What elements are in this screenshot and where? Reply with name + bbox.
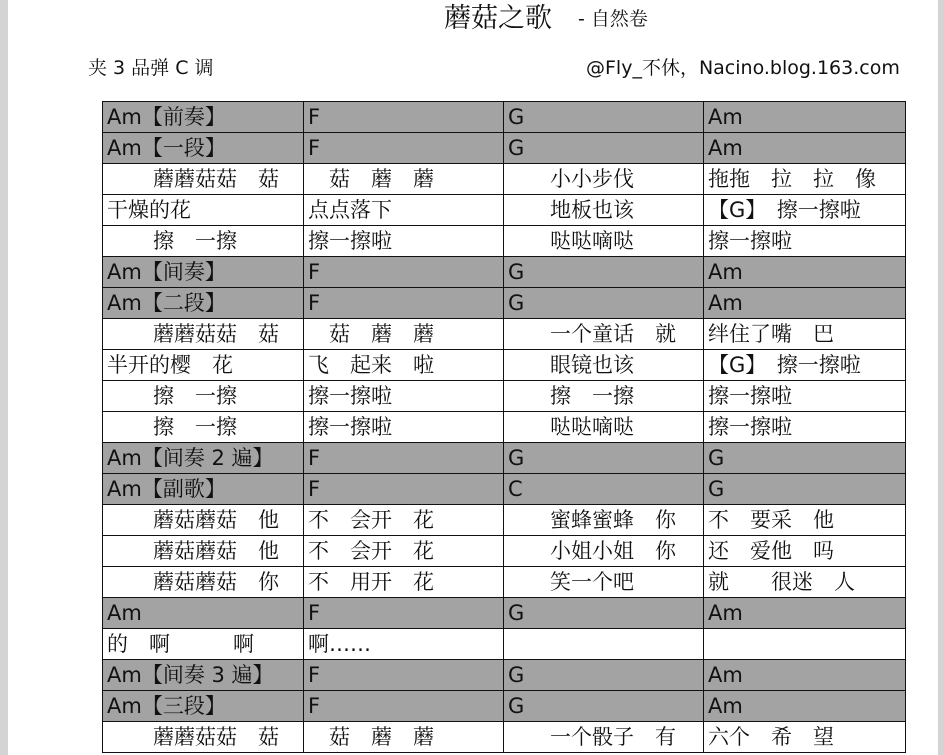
lyric-cell: 绊住了嘴 巴: [704, 319, 906, 350]
page-right-gutter: [938, 0, 944, 755]
lyric-row: [103, 164, 906, 195]
lyric-cell: [504, 629, 704, 660]
chord-cell: Am: [704, 102, 906, 133]
chord-lyric-table: [102, 101, 906, 753]
chord-cell: G: [704, 443, 906, 474]
chord-cell: Am【前奏】: [103, 102, 304, 133]
lyric-cell: 【G】 擦一擦啦: [704, 195, 906, 226]
lyric-cell: 蘑菇蘑菇 你: [103, 567, 304, 598]
chord-cell: F: [304, 102, 504, 133]
lyric-cell: 不 会开 花: [304, 536, 504, 567]
chord-row: [103, 288, 906, 319]
lyric-cell: [704, 629, 906, 660]
lyric-cell: 拖拖 拉 拉 像: [704, 164, 906, 195]
chord-cell: G: [504, 102, 704, 133]
chord-cell: Am【间奏 2 遍】: [103, 443, 304, 474]
lyric-cell: 哒哒嘀哒: [504, 226, 704, 257]
lyric-cell: 哒哒嘀哒: [504, 412, 704, 443]
lyric-row: [103, 195, 906, 226]
chord-row: [103, 474, 906, 505]
lyric-cell: 擦 一擦: [103, 226, 304, 257]
lyric-cell: 蜜蜂蜜蜂 你: [504, 505, 704, 536]
lyric-cell: 蘑菇蘑菇 他: [103, 505, 304, 536]
chord-cell: Am【间奏】: [103, 257, 304, 288]
lyric-cell: 的 啊 啊: [103, 629, 304, 660]
lyric-cell: 【G】 擦一擦啦: [704, 350, 906, 381]
lyric-row: [103, 722, 906, 753]
chord-cell: F: [304, 691, 504, 722]
chord-row: [103, 257, 906, 288]
lyric-row: [103, 226, 906, 257]
chord-row: [103, 102, 906, 133]
lyric-cell: 点点落下: [304, 195, 504, 226]
lyric-cell: 一个童话 就: [504, 319, 704, 350]
chord-cell: G: [504, 257, 704, 288]
chord-row: [103, 660, 906, 691]
chord-cell: F: [304, 443, 504, 474]
chord-cell: Am【间奏 3 遍】: [103, 660, 304, 691]
lyric-cell: 地板也该: [504, 195, 704, 226]
lyric-cell: 不 会开 花: [304, 505, 504, 536]
lyric-cell: 菇 蘑 蘑: [304, 722, 504, 753]
lyric-cell: 蘑蘑菇菇 菇: [103, 319, 304, 350]
lyric-cell: 擦 一擦: [103, 381, 304, 412]
lyric-cell: 笑一个吧: [504, 567, 704, 598]
song-title: 蘑菇之歌: [444, 3, 552, 34]
lyric-cell: 六个 希 望: [704, 722, 906, 753]
lyric-cell: 擦一擦啦: [704, 381, 906, 412]
chord-cell: G: [504, 133, 704, 164]
lyric-cell: 半开的樱 花: [103, 350, 304, 381]
lyric-row: [103, 629, 906, 660]
chord-cell: Am【一段】: [103, 133, 304, 164]
chord-cell: Am【二段】: [103, 288, 304, 319]
lyric-cell: 擦一擦啦: [304, 381, 504, 412]
chord-cell: G: [504, 288, 704, 319]
lyric-cell: 不 用开 花: [304, 567, 504, 598]
chord-cell: F: [304, 257, 504, 288]
chord-cell: F: [304, 288, 504, 319]
chord-cell: Am【三段】: [103, 691, 304, 722]
lyric-cell: 擦一擦啦: [704, 412, 906, 443]
lyric-cell: 还 爱他 吗: [704, 536, 906, 567]
chord-cell: F: [304, 598, 504, 629]
lyric-cell: 擦一擦啦: [304, 226, 504, 257]
lyric-cell: 擦 一擦: [504, 381, 704, 412]
chord-cell: Am: [704, 257, 906, 288]
chord-cell: G: [504, 598, 704, 629]
chord-cell: F: [304, 660, 504, 691]
lyric-cell: 蘑菇蘑菇 他: [103, 536, 304, 567]
lyric-cell: 蘑蘑菇菇 菇: [103, 722, 304, 753]
lyric-cell: 眼镜也该: [504, 350, 704, 381]
lyric-cell: 擦 一擦: [103, 412, 304, 443]
lyric-cell: 菇 蘑 蘑: [304, 319, 504, 350]
capo-note: 夹 3 品弹 C 调: [88, 57, 214, 79]
lyric-row: [103, 536, 906, 567]
lyric-cell: 干燥的花: [103, 195, 304, 226]
lyric-cell: 擦一擦啦: [704, 226, 906, 257]
chord-cell: Am: [704, 598, 906, 629]
chord-row: [103, 598, 906, 629]
lyric-cell: 蘑蘑菇菇 菇: [103, 164, 304, 195]
lyric-cell: 飞 起来 啦: [304, 350, 504, 381]
chord-cell: Am【副歌】: [103, 474, 304, 505]
lyric-row: [103, 381, 906, 412]
lyric-cell: 擦一擦啦: [304, 412, 504, 443]
chord-cell: Am: [103, 598, 304, 629]
chord-row: [103, 443, 906, 474]
chord-cell: C: [504, 474, 704, 505]
lyric-row: [103, 350, 906, 381]
chord-cell: Am: [704, 660, 906, 691]
lyric-row: [103, 319, 906, 350]
lyric-cell: 啊……: [304, 629, 504, 660]
chord-cell: G: [704, 474, 906, 505]
chord-row: [103, 691, 906, 722]
lyric-cell: 小小步伐: [504, 164, 704, 195]
lyric-row: [103, 412, 906, 443]
chord-cell: Am: [704, 691, 906, 722]
lyric-row: [103, 505, 906, 536]
chord-cell: F: [304, 474, 504, 505]
credit-line: @Fly_不休，Nacino.blog.163.com: [586, 57, 900, 79]
lyric-cell: 小姐小姐 你: [504, 536, 704, 567]
page-left-gutter: [0, 0, 8, 755]
chord-cell: Am: [704, 288, 906, 319]
lyric-cell: 菇 蘑 蘑: [304, 164, 504, 195]
lyric-cell: 就 很迷 人: [704, 567, 906, 598]
lyric-cell: 不 要采 他: [704, 505, 906, 536]
chord-cell: G: [504, 443, 704, 474]
song-artist: - 自然卷: [578, 8, 648, 30]
chord-cell: G: [504, 660, 704, 691]
lyric-row: [103, 567, 906, 598]
chord-cell: Am: [704, 133, 906, 164]
lyric-cell: 一个骰子 有: [504, 722, 704, 753]
chord-row: [103, 133, 906, 164]
chord-cell: G: [504, 691, 704, 722]
chord-cell: F: [304, 133, 504, 164]
